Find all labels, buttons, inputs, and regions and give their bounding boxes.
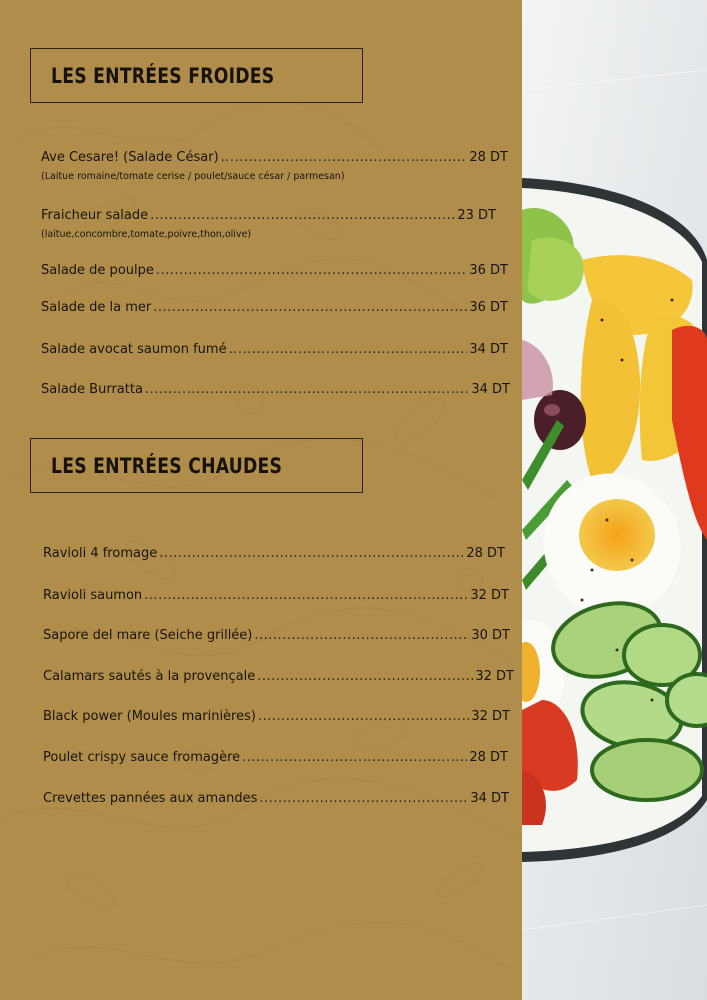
dot-leader	[221, 150, 468, 165]
dot-leader	[258, 709, 469, 724]
item-name: Fraicheur salade	[41, 208, 149, 223]
menu-item	[43, 546, 505, 561]
item-price: 23 DT	[457, 208, 496, 223]
item-name: Salade de poulpe	[41, 263, 154, 278]
dot-leader	[257, 669, 473, 684]
item-name: Crevettes pannées aux amandes	[43, 791, 258, 806]
item-price: 34 DT	[471, 382, 510, 397]
item-description: (Laitue romaine/tomate cerise / poulet/sauce césar / parmesan)	[41, 171, 345, 182]
menu-item	[43, 709, 510, 724]
item-name: Ave Cesare! (Salade César)	[41, 150, 219, 165]
item-price: 36 DT	[469, 263, 508, 278]
item-name: Sapore del mare (Seiche grillée)	[43, 628, 253, 643]
menu-item	[43, 669, 514, 684]
menu-item	[43, 628, 510, 643]
item-name: Salade de la mer	[41, 300, 152, 315]
dot-leader	[254, 628, 469, 643]
item-name: Salade Burratta	[41, 382, 143, 397]
dot-leader	[242, 750, 467, 765]
item-price: 32 DT	[470, 588, 509, 603]
item-name: Ravioli 4 fromage	[43, 546, 158, 561]
item-price: 34 DT	[469, 342, 508, 357]
dot-leader	[159, 546, 464, 561]
salad-bowl-image	[522, 0, 707, 1000]
item-price: 36 DT	[469, 300, 508, 315]
item-price: 32 DT	[471, 709, 510, 724]
menu-item	[41, 263, 508, 278]
item-price: 32 DT	[475, 669, 514, 684]
item-price: 28 DT	[466, 546, 505, 561]
section-header-froides	[30, 48, 363, 103]
item-price: 34 DT	[470, 791, 509, 806]
item-description: (laitue,concombre,tomate,poivre,thon,olive)	[41, 229, 252, 240]
dot-leader	[144, 588, 468, 603]
dot-leader	[145, 382, 469, 397]
menu-item	[41, 150, 508, 165]
menu-item	[41, 300, 508, 315]
item-name: Salade avocat saumon fumé	[41, 342, 227, 357]
section-title: LES ENTRÉES FROIDES	[51, 64, 275, 88]
menu-item	[41, 382, 510, 397]
dot-leader	[153, 300, 467, 315]
menu-item	[41, 342, 508, 357]
item-price: 30 DT	[471, 628, 510, 643]
item-price: 28 DT	[469, 750, 508, 765]
item-name: Black power (Moules marinières)	[43, 709, 256, 724]
photo-panel	[522, 0, 707, 1000]
dot-leader	[156, 263, 467, 278]
dot-leader	[150, 208, 455, 223]
item-name: Calamars sautés à la provençale	[43, 669, 256, 684]
dot-leader	[259, 791, 468, 806]
menu-item	[43, 791, 509, 806]
section-title: LES ENTRÉES CHAUDES	[51, 454, 283, 478]
item-price: 28 DT	[469, 150, 508, 165]
menu-item	[43, 750, 508, 765]
section-header-chaudes	[30, 438, 363, 493]
item-name: Poulet crispy sauce fromagère	[43, 750, 241, 765]
menu-item	[43, 588, 509, 603]
menu-item	[41, 208, 496, 223]
dot-leader	[229, 342, 468, 357]
item-name: Ravioli saumon	[43, 588, 143, 603]
